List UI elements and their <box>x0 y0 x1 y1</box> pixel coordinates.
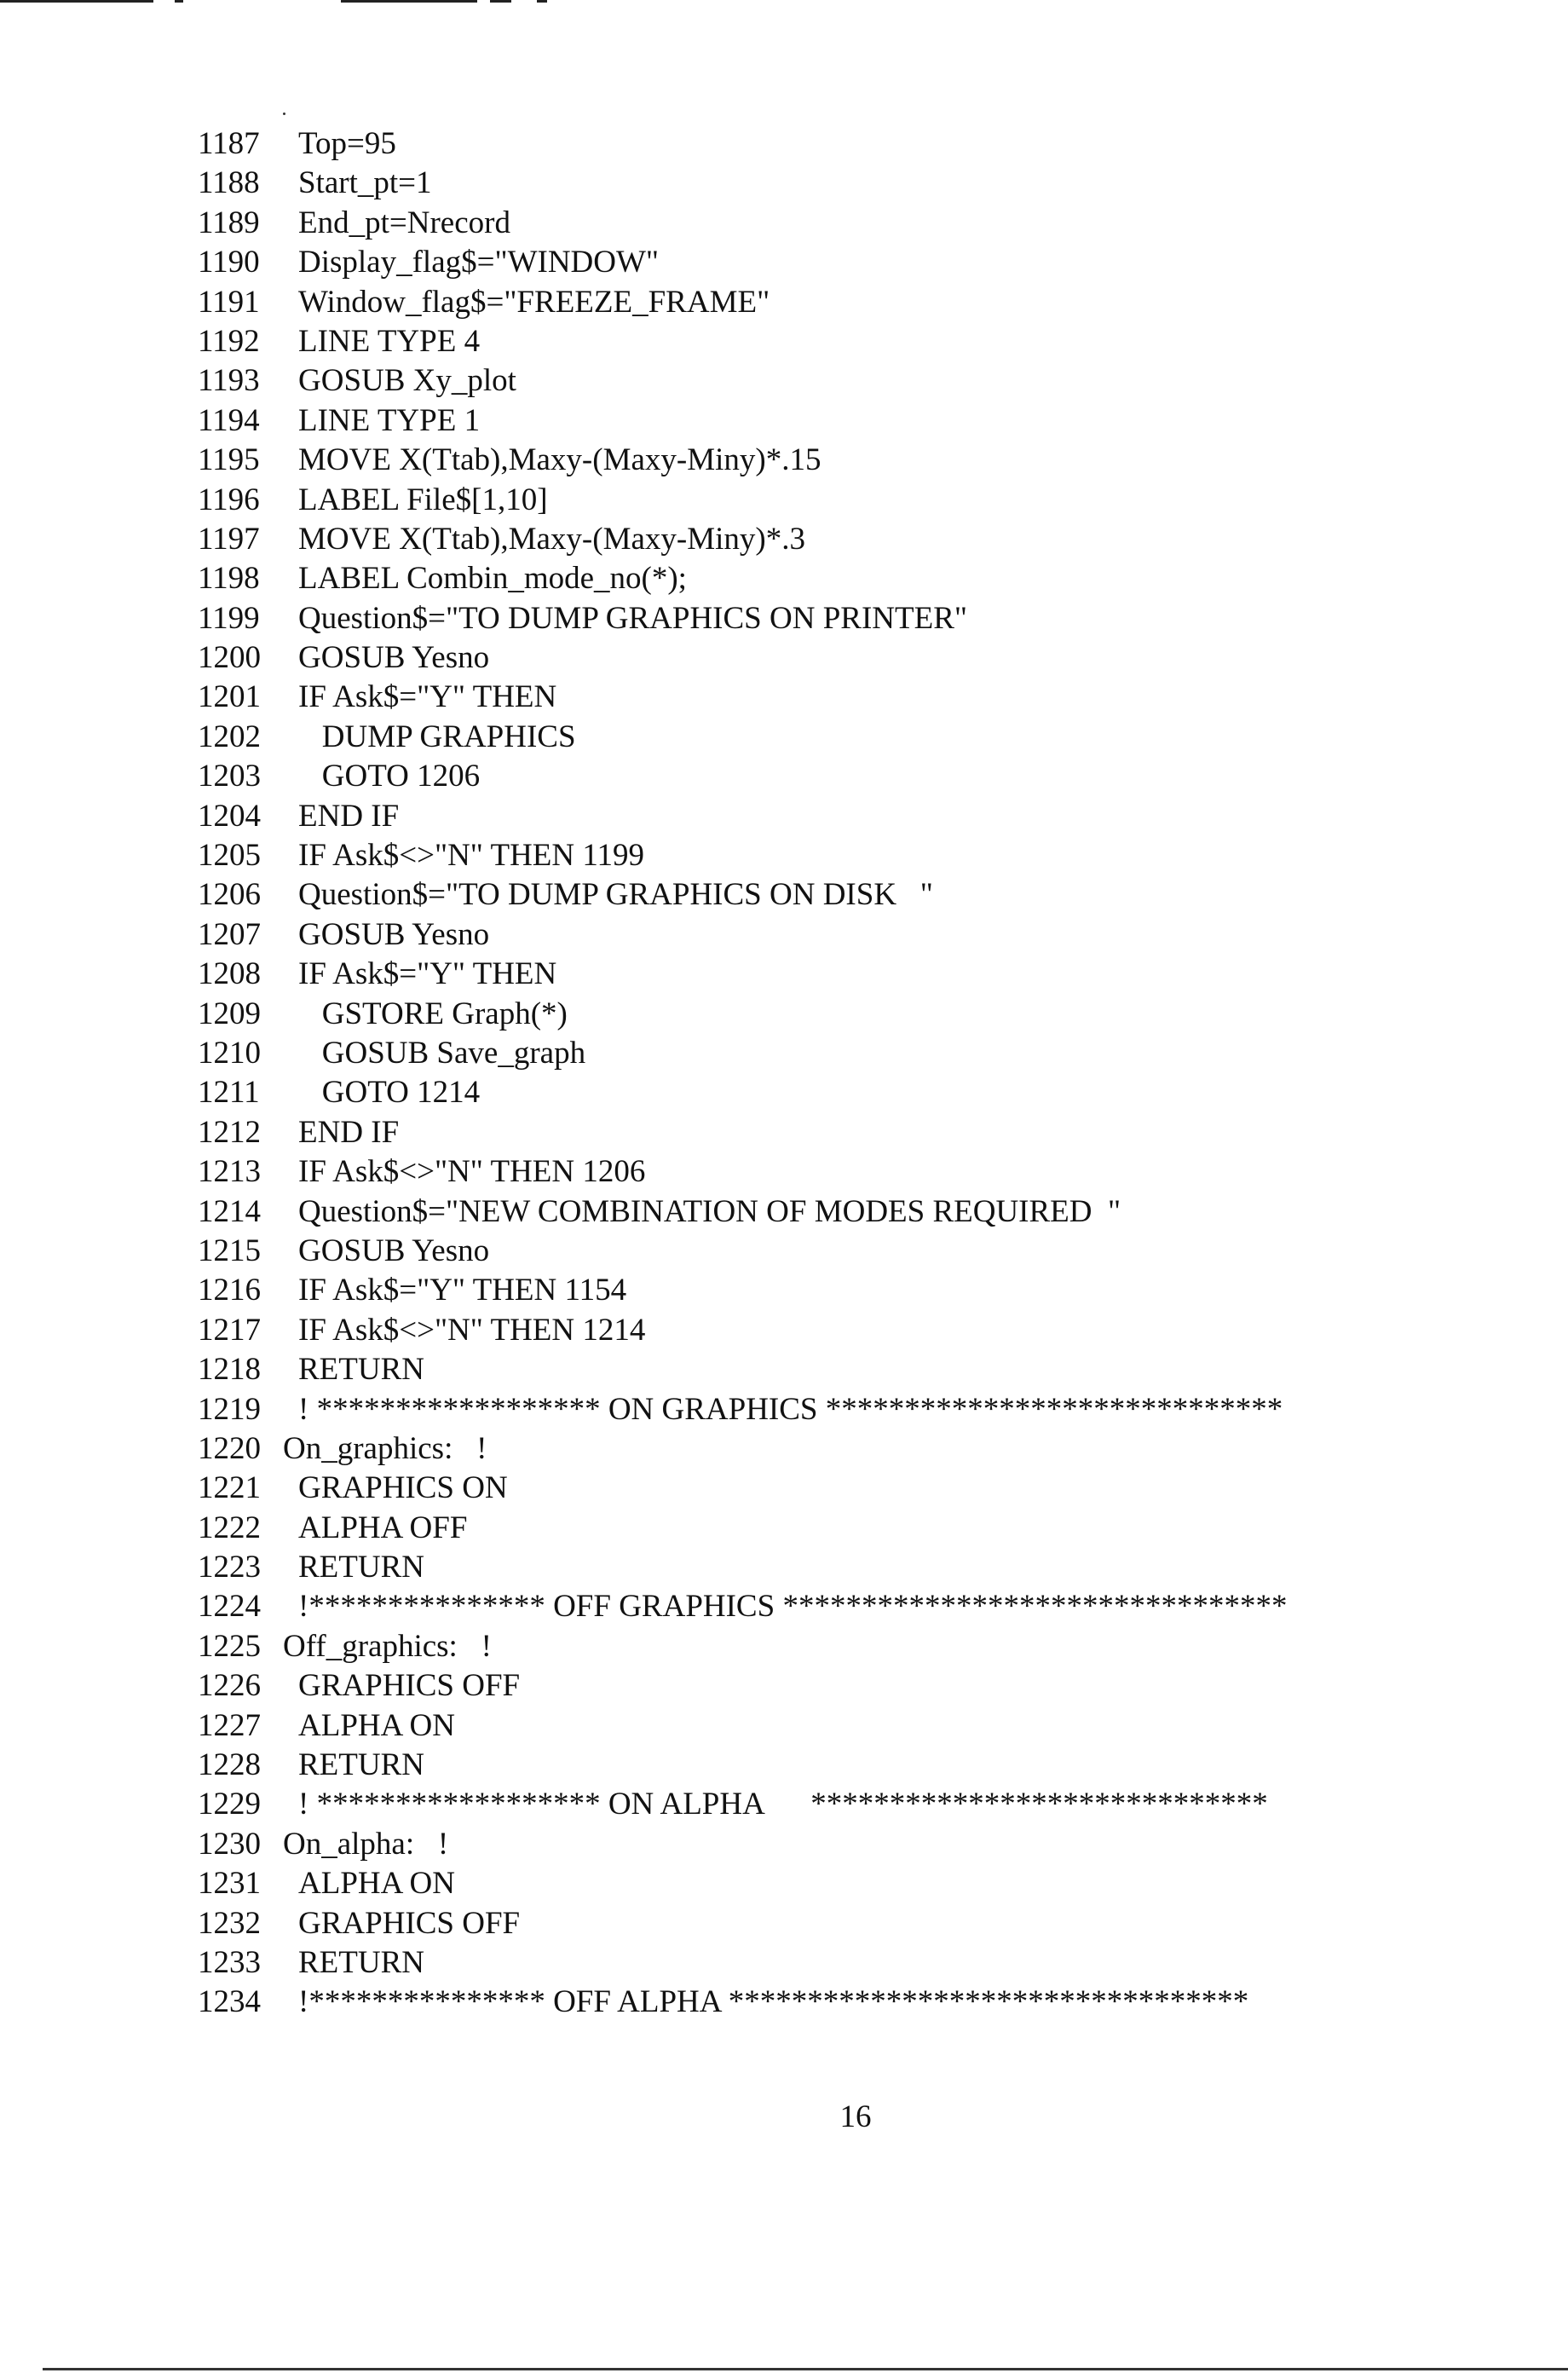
line-number: 1211 <box>198 1075 260 1111</box>
line-number: 1210 <box>198 1035 261 1071</box>
line-code: LINE TYPE 1 <box>298 402 481 438</box>
line-code: On_graphics: ! <box>283 1430 487 1466</box>
line-code: Off_graphics: ! <box>283 1628 492 1664</box>
line-code: IF Ask$<>"N" THEN 1206 <box>298 1154 646 1190</box>
line-code: GOSUB Yesno <box>298 916 490 952</box>
line-code: Top=95 <box>298 126 396 161</box>
line-number: 1221 <box>198 1470 261 1506</box>
code-line <box>198 124 1476 164</box>
code-line <box>198 599 1476 638</box>
line-number: 1196 <box>198 482 260 517</box>
line-code: End_pt=Nrecord <box>298 205 510 240</box>
code-line <box>198 322 1476 361</box>
code-line <box>198 638 1476 678</box>
code-line <box>198 1746 1476 1785</box>
line-number: 1195 <box>198 442 260 478</box>
code-line <box>198 955 1476 994</box>
code-line <box>198 1311 1476 1350</box>
code-line <box>198 1706 1476 1746</box>
code-line <box>198 678 1476 717</box>
code-line <box>198 243 1476 282</box>
line-number: 1193 <box>198 363 260 399</box>
line-code: LABEL File$[1,10] <box>298 482 548 517</box>
line-number: 1222 <box>198 1510 261 1545</box>
code-line <box>198 718 1476 757</box>
line-code: GOSUB Yesno <box>298 640 490 676</box>
line-code: ALPHA OFF <box>298 1510 468 1545</box>
code-line <box>198 1271 1476 1310</box>
code-line <box>198 441 1476 480</box>
line-number: 1226 <box>198 1668 261 1704</box>
code-line <box>198 1350 1476 1389</box>
line-number: 1202 <box>198 719 261 754</box>
code-line <box>198 1232 1476 1271</box>
line-code: GSTORE Graph(*) <box>298 996 568 1031</box>
line-number: 1212 <box>198 1114 261 1150</box>
code-line <box>198 1073 1476 1112</box>
code-line <box>198 520 1476 559</box>
line-code: RETURN <box>298 1550 424 1585</box>
line-code: GRAPHICS OFF <box>298 1668 521 1704</box>
code-listing <box>198 124 1476 2023</box>
line-number: 1233 <box>198 1944 261 1980</box>
line-code: MOVE X(Ttab),Maxy-(Maxy-Miny)*.15 <box>298 442 821 478</box>
line-code: RETURN <box>298 1944 424 1980</box>
line-code: ALPHA ON <box>298 1707 455 1743</box>
line-code: GOSUB Xy_plot <box>298 363 516 399</box>
line-code: IF Ask$="Y" THEN 1154 <box>298 1273 627 1308</box>
line-code: END IF <box>298 1114 400 1150</box>
line-code: GOSUB Yesno <box>298 1233 490 1268</box>
line-number: 1224 <box>198 1589 261 1625</box>
line-number: 1188 <box>198 165 260 201</box>
code-line <box>198 164 1476 203</box>
code-line <box>198 1429 1476 1469</box>
line-code: ! ****************** ON GRAPHICS ***************************** <box>298 1391 1283 1427</box>
code-line <box>198 1469 1476 1508</box>
line-number: 1205 <box>198 838 261 874</box>
line-code: On_alpha: ! <box>283 1826 449 1862</box>
code-line <box>198 283 1476 322</box>
line-code: GRAPHICS ON <box>298 1470 508 1506</box>
scan-mark-left <box>0 0 153 3</box>
scan-speck <box>283 113 285 115</box>
code-line <box>198 1627 1476 1666</box>
line-code: GRAPHICS OFF <box>298 1905 521 1941</box>
line-number: 1209 <box>198 996 261 1031</box>
line-number: 1192 <box>198 323 260 359</box>
scan-mark-end <box>537 0 547 3</box>
line-number: 1213 <box>198 1154 261 1190</box>
line-number: 1190 <box>198 245 260 280</box>
code-line <box>198 1509 1476 1548</box>
line-code: GOTO 1214 <box>298 1075 481 1111</box>
line-number: 1201 <box>198 679 261 715</box>
line-number: 1223 <box>198 1550 261 1585</box>
line-number: 1219 <box>198 1391 261 1427</box>
code-line <box>198 1785 1476 1824</box>
line-code: ALPHA ON <box>298 1866 455 1902</box>
line-number: 1228 <box>198 1747 261 1783</box>
line-number: 1232 <box>198 1905 261 1941</box>
code-line <box>198 797 1476 836</box>
line-number: 1200 <box>198 640 261 676</box>
line-number: 1234 <box>198 1984 261 2020</box>
line-code: IF Ask$="Y" THEN <box>298 956 557 992</box>
line-code: !*************** OFF GRAPHICS ******************************** <box>298 1589 1288 1625</box>
line-number: 1206 <box>198 877 261 913</box>
line-number: 1214 <box>198 1193 261 1229</box>
code-line <box>198 1904 1476 1943</box>
line-number: 1189 <box>198 205 260 240</box>
code-line <box>198 1825 1476 1864</box>
code-line <box>198 995 1476 1034</box>
line-code: RETURN <box>298 1352 424 1388</box>
line-number: 1194 <box>198 402 260 438</box>
line-number: 1225 <box>198 1628 261 1664</box>
code-line <box>198 401 1476 441</box>
line-code: Window_flag$="FREEZE_FRAME" <box>298 284 770 320</box>
line-number: 1227 <box>198 1707 261 1743</box>
line-code: LABEL Combin_mode_no(*); <box>298 561 687 597</box>
line-number: 1218 <box>198 1352 261 1388</box>
code-line <box>198 915 1476 955</box>
line-number: 1229 <box>198 1787 261 1822</box>
line-number: 1230 <box>198 1826 261 1862</box>
line-number: 1216 <box>198 1273 261 1308</box>
line-number: 1215 <box>198 1233 261 1268</box>
line-code: END IF <box>298 798 400 834</box>
line-code: MOVE X(Ttab),Maxy-(Maxy-Miny)*.3 <box>298 521 805 557</box>
line-code: Question$="TO DUMP GRAPHICS ON DISK " <box>298 877 933 913</box>
line-number: 1198 <box>198 561 260 597</box>
line-number: 1208 <box>198 956 261 992</box>
line-code: GOTO 1206 <box>298 759 481 794</box>
line-code: Question$="NEW COMBINATION OF MODES REQUIRED " <box>298 1193 1121 1229</box>
line-number: 1203 <box>198 759 261 794</box>
scan-mark-right <box>341 0 477 3</box>
line-code: LINE TYPE 4 <box>298 323 481 359</box>
page-number: 16 <box>839 2099 872 2134</box>
code-line <box>198 1390 1476 1429</box>
code-line <box>198 1983 1476 2022</box>
code-line <box>198 1864 1476 1903</box>
line-code: DUMP GRAPHICS <box>298 719 576 754</box>
code-line <box>198 757 1476 796</box>
line-code: ! ****************** ON ALPHA ***************************** <box>298 1787 1268 1822</box>
code-line <box>198 1192 1476 1232</box>
code-line <box>198 836 1476 875</box>
line-code: !*************** OFF ALPHA ********************************* <box>298 1984 1249 2020</box>
code-line <box>198 1943 1476 1983</box>
bottom-rule <box>43 2368 1568 2370</box>
line-number: 1191 <box>198 284 260 320</box>
line-number: 1197 <box>198 521 260 557</box>
line-number: 1199 <box>198 600 260 636</box>
line-code: Display_flag$="WINDOW" <box>298 245 660 280</box>
code-line <box>198 875 1476 915</box>
line-number: 1220 <box>198 1430 261 1466</box>
line-code: IF Ask$<>"N" THEN 1214 <box>298 1312 646 1348</box>
code-line <box>198 1113 1476 1152</box>
line-code: RETURN <box>298 1747 424 1783</box>
code-line <box>198 1666 1476 1706</box>
line-code: IF Ask$="Y" THEN <box>298 679 557 715</box>
code-line <box>198 1587 1476 1626</box>
scan-mark-tick <box>175 0 183 3</box>
code-line <box>198 1034 1476 1073</box>
line-number: 1217 <box>198 1312 261 1348</box>
line-code: IF Ask$<>"N" THEN 1199 <box>298 838 644 874</box>
code-line <box>198 481 1476 520</box>
scan-mark-right-tick <box>490 0 511 3</box>
code-line <box>198 1152 1476 1192</box>
code-line <box>198 361 1476 401</box>
line-code: Question$="TO DUMP GRAPHICS ON PRINTER" <box>298 600 967 636</box>
line-number: 1231 <box>198 1866 261 1902</box>
line-number: 1207 <box>198 916 261 952</box>
code-line <box>198 204 1476 243</box>
line-code: Start_pt=1 <box>298 165 432 201</box>
line-code: GOSUB Save_graph <box>298 1035 586 1071</box>
line-number: 1187 <box>198 126 260 161</box>
code-line <box>198 559 1476 598</box>
code-line <box>198 1548 1476 1587</box>
line-number: 1204 <box>198 798 261 834</box>
